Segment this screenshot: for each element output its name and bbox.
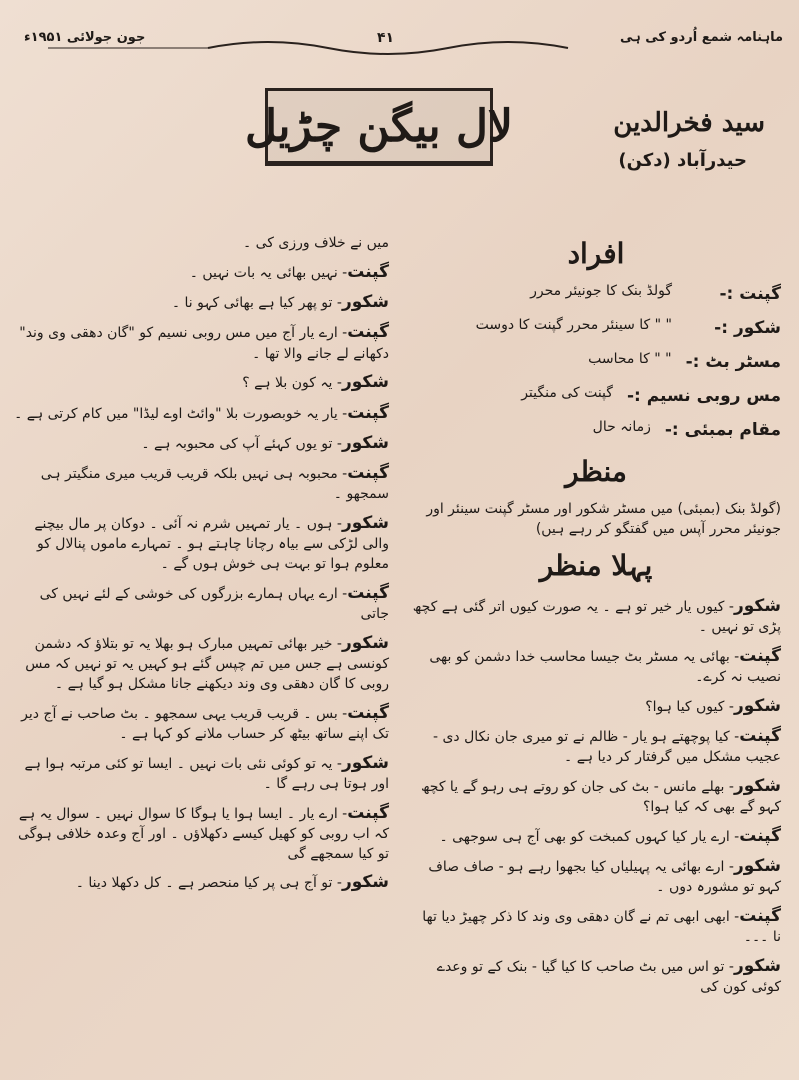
dialogue-line [411,824,781,848]
dialogue-text: - تو آج ہی پر کیا منحصر ہے ۔ کل دکھلا دینا ۔ [75,875,342,892]
dialogue-line [11,320,389,364]
speaker: شکور [341,372,389,393]
cast-heading: افراد [567,237,625,270]
speaker: شکور [733,955,781,976]
cast-name: مس روبی نسیم :- [626,386,781,407]
cast-row [411,316,781,340]
cast-name: مسٹر بٹ :- [685,352,781,372]
speaker: گپنت [347,462,389,483]
dialogue-line [11,511,389,575]
header-magazine-name: ماہنامہ شمع اُردو کی ہی [619,30,783,45]
speaker: شکور [341,632,389,653]
speaker: گپنت [347,702,389,723]
dialogue-line [11,260,389,284]
speaker: شکور [733,775,781,796]
dialogue-text: - ارے یار کیا کہوں کمبخت کو بھی آج ہی سوجھی ۔ [439,828,740,845]
cast-row [411,384,781,408]
dialogue-text: - کیوں یار خیر تو ہے ۔ یہ صورت کیوں اتر گئی ہے کچھ پڑی تو نہیں ۔ [412,598,781,635]
cast-name: گپنت :- [719,283,781,304]
dialogue-line [411,694,781,718]
dialogue-text: - کیوں کیا ہوا؟ [645,698,734,715]
speaker: شکور [341,752,389,773]
dialogue-line [11,401,389,425]
right-dialogue [411,594,781,998]
dialogue-line [11,581,389,625]
scene-description: (گولڈ بنک (بمبئی) میں مسٹر شکور اور مسٹر گپنت سینئر اور جونیئر محرر آپس میں گفتگو کر رہے ہیں) [426,501,781,537]
dialogue-line [11,870,389,894]
dialogue-line [11,290,389,314]
dialogue-text: میں نے خلاف ورزی کی ۔ [242,235,389,251]
speaker: شکور [733,695,781,716]
cast-desc: " " کا محاسب [588,351,672,367]
dialogue-text: - کیا پوچھتے ہو یار - ظالم نے تو میری جان نکال دی - عجیب مشکل میں گرفتار کر دیا ہے ۔ [432,728,781,765]
speaker: شکور [733,595,781,616]
speaker: شکور [733,855,781,876]
speaker: گپنت [347,322,389,343]
dialogue-text: - ہوں ۔ یار تمہیں شرم نہ آئی ۔ دوکان پر مال بیچنے والی لڑکی سے بیاہ رچانا چاہتے ہو ۔ تمہارے ماموں پنالال کو معلوم ہوا تو بہت ہی خوش ہوں گے ۔ [34,515,389,572]
left-dialogue [11,230,389,895]
story-title: لال بیگن چڑیل [244,100,514,152]
scene-heading: منظر [565,455,627,489]
cast-name: شکور :- [714,317,781,338]
dialogue-line [11,370,389,394]
dialogue-text: - یار یہ خوبصورت بلا "وائٹ اوے لیڈا" میں کام کرتی ہے ۔ [14,405,348,422]
cast-name: مقام بمبئی :- [664,420,781,441]
dialogue-text: - ارے یار ۔ ایسا ہوا یا ہوگا کا سوال نہیں ۔ سوال یہ ہے کہ اب روبی کو کھیل کیسے دکھلاؤں ۔ اور آج وعدہ خلافی ہوگی تو کیا سمجھے گی [18,805,389,862]
dialogue-line [411,594,781,638]
dialogue-line [411,954,781,998]
left-column [11,230,389,901]
dialogue-text: - ارے یار آج میں مس روبی نسیم کو "گان دھقی وی وند" دکھانے لے جانے والا تھا ۔ [19,325,389,362]
dialogue-line [11,801,389,865]
dialogue-line [11,701,389,745]
dialogue-line [11,751,389,795]
cast-list [411,282,781,443]
dialogue-line [11,631,389,695]
speaker: گپنت [739,725,781,746]
dialogue-text: - ارے بھائی یہ پہیلیاں کیا بجھوا رہے ہو - صاف صاف کہو تو مشورہ دوں ۔ [428,858,781,895]
dialogue-line [11,461,389,505]
dialogue-line [11,230,389,254]
dialogue-text: - ابھی ابھی تم نے گان دھقی وی وند کا ذکر چھیڑ دیا تھا نا ۔۔۔ [422,908,781,945]
dialogue-text: - محبوبہ ہی نہیں بلکہ قریب قریب میری منگیتر ہی سمجھو ۔ [40,465,389,502]
dialogue-line [11,431,389,455]
speaker: گپنت [347,262,389,283]
dialogue-text: - تو اس میں بٹ صاحب کا کیا گیا - بنک کے تو وعدے کوئی کون کی [436,958,781,995]
cast-desc: زمانہ حال [592,419,651,436]
dialogue-text: - بھائی یہ مسٹر بٹ جیسا محاسب خدا دشمن کو بھی نصیب نہ کرے۔ [429,648,781,685]
speaker: گپنت [739,645,781,666]
title-banner [244,88,514,166]
header-issue: جون جولائی ۱۹۵۱ء [24,30,146,45]
speaker: گپنت [347,582,389,603]
speaker: شکور [341,872,389,893]
speaker: گپنت [347,802,389,823]
dialogue-text: - یہ کون بلا ہے ؟ [242,375,342,392]
dialogue-text: - بس ۔ قریب قریب یہی سمجھو ۔ بٹ صاحب نے آج دیر تک اپنے ساتھ بیٹھ کر حساب ملانے کو کہا ہے ۔ [21,705,389,742]
speaker: گپنت [739,905,781,926]
cast-row [411,282,781,306]
dialogue-line [411,774,781,818]
dialogue-line [411,724,781,768]
cast-row [411,418,781,442]
dialogue-text: - تو یوں کہئے آپ کی محبوبہ ہے ۔ [141,435,342,452]
author-location: حیدرآباد (دکن) [618,150,747,171]
dialogue-text: - یہ تو کوئی نئی بات نہیں ۔ ایسا تو کئی مرتبہ ہوا ہے اور ہوتا ہی رہے گا ۔ [24,755,389,792]
header-page-number: ۴۱ [377,30,395,46]
cast-row [411,350,781,374]
dialogue-text: - خیر بھائی تمہیں مبارک ہو بھلا یہ تو بتلاؤ کہ دشمن کونسی ہے جس میں تم چپس گئے ہو کہیں یہ تو نہیں کہ مس روبی کا گان دھقی وی وند دیکھنے جانا مشکل ہو گیا ہے ۔ [25,635,389,692]
dialogue-text: - تو پھر کیا ہے بھائی کہو نا ۔ [171,295,342,312]
right-column [411,230,781,1004]
dialogue-text: - نہیں بھائی یہ بات نہیں ۔ [189,265,348,282]
cast-desc: گپنت کی منگیتر [521,385,613,402]
speaker: گپنت [347,402,389,423]
speaker: شکور [341,512,389,533]
cast-desc: گولڈ بنک کا جونیئر محرر [530,282,672,299]
dialogue-line [411,854,781,898]
speaker: گپنت [739,825,781,846]
dialogue-text: - بھلے مانس - بٹ کی جان کو روتے ہی رہو گے یا کچھ کہو گے بھی کہ کیا ہوا؟ [420,778,781,815]
author-name: سید فخرالدین [613,108,765,138]
dialogue-text: - ارے یہاں ہمارے بزرگوں کی خوشی کے لئے نہیں کی جاتی [39,585,389,622]
speaker: شکور [341,432,389,453]
first-scene-heading: پہلا منظر [539,548,653,582]
speaker: شکور [341,292,389,313]
dialogue-line [411,904,781,948]
cast-desc: " " کا سینئر محرر گپنت کا دوست [475,316,672,333]
dialogue-line [411,644,781,688]
